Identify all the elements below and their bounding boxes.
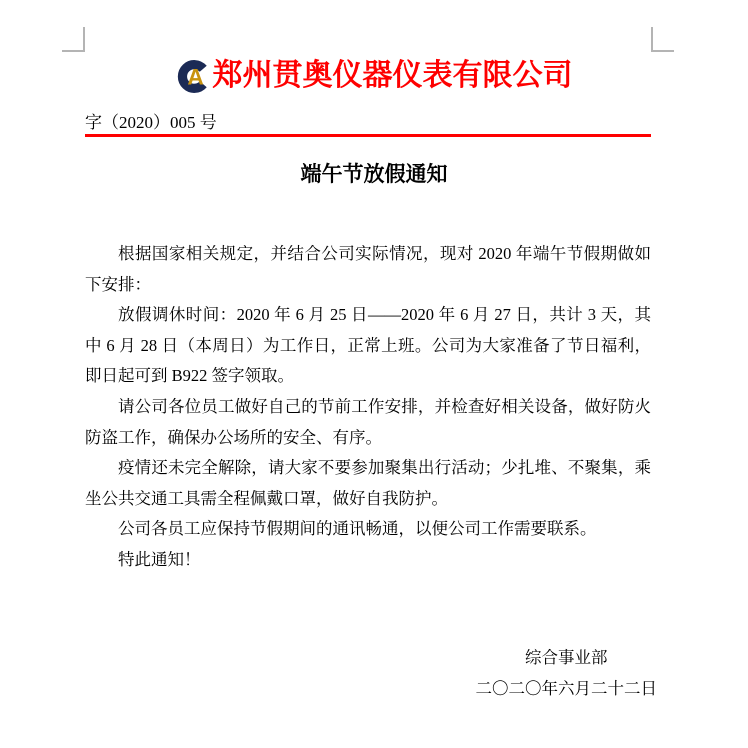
notice-title: 端午节放假通知 [300, 162, 448, 186]
signature-block [476, 642, 658, 704]
notice-paragraph-4: 疫情还未完全解除，请大家不要参加聚集出行活动；少扎堆、不聚集，乘坐公共交通工具需全程佩戴口罩，做好自我防护。 [85, 458, 651, 508]
company-logo [176, 58, 213, 95]
signature-department: 综合事业部 [525, 648, 608, 667]
company-name: 郑州贯奥仪器仪表有限公司 [212, 59, 573, 92]
margin-corner-mark-left [62, 27, 85, 52]
letterhead-divider-rule [85, 134, 651, 137]
notice-body [85, 239, 651, 576]
notice-paragraph-6: 特此通知！ [118, 549, 201, 569]
letterhead [0, 56, 748, 95]
document-number: 字（2020）005 号 [85, 113, 217, 132]
notice-paragraph-2: 放假调休时间：2020 年 6 月 25 日——2020 年 6 月 27 日，共计 3 天，其中 6 月 28 日（本周日）为工作日，正常上班。公司为大家准备了节日福利，即日起可到 B922 签字领取。 [85, 305, 651, 386]
margin-corner-mark-right [651, 27, 674, 52]
logo-letter-a: A [186, 64, 204, 90]
signature-date: 二〇二〇年六月二十二日 [475, 679, 657, 698]
notice-paragraph-5: 公司各员工应保持节假期间的通讯畅通，以便公司工作需要联系。 [118, 519, 597, 539]
notice-paragraph-1: 根据国家相关规定，并结合公司实际情况，现对 2020 年端午节假期做如下安排： [85, 244, 651, 294]
notice-paragraph-3: 请公司各位员工做好自己的节前工作安排，并检查好相关设备，做好防火防盗工作，确保办公场所的安全、有序。 [85, 396, 651, 447]
